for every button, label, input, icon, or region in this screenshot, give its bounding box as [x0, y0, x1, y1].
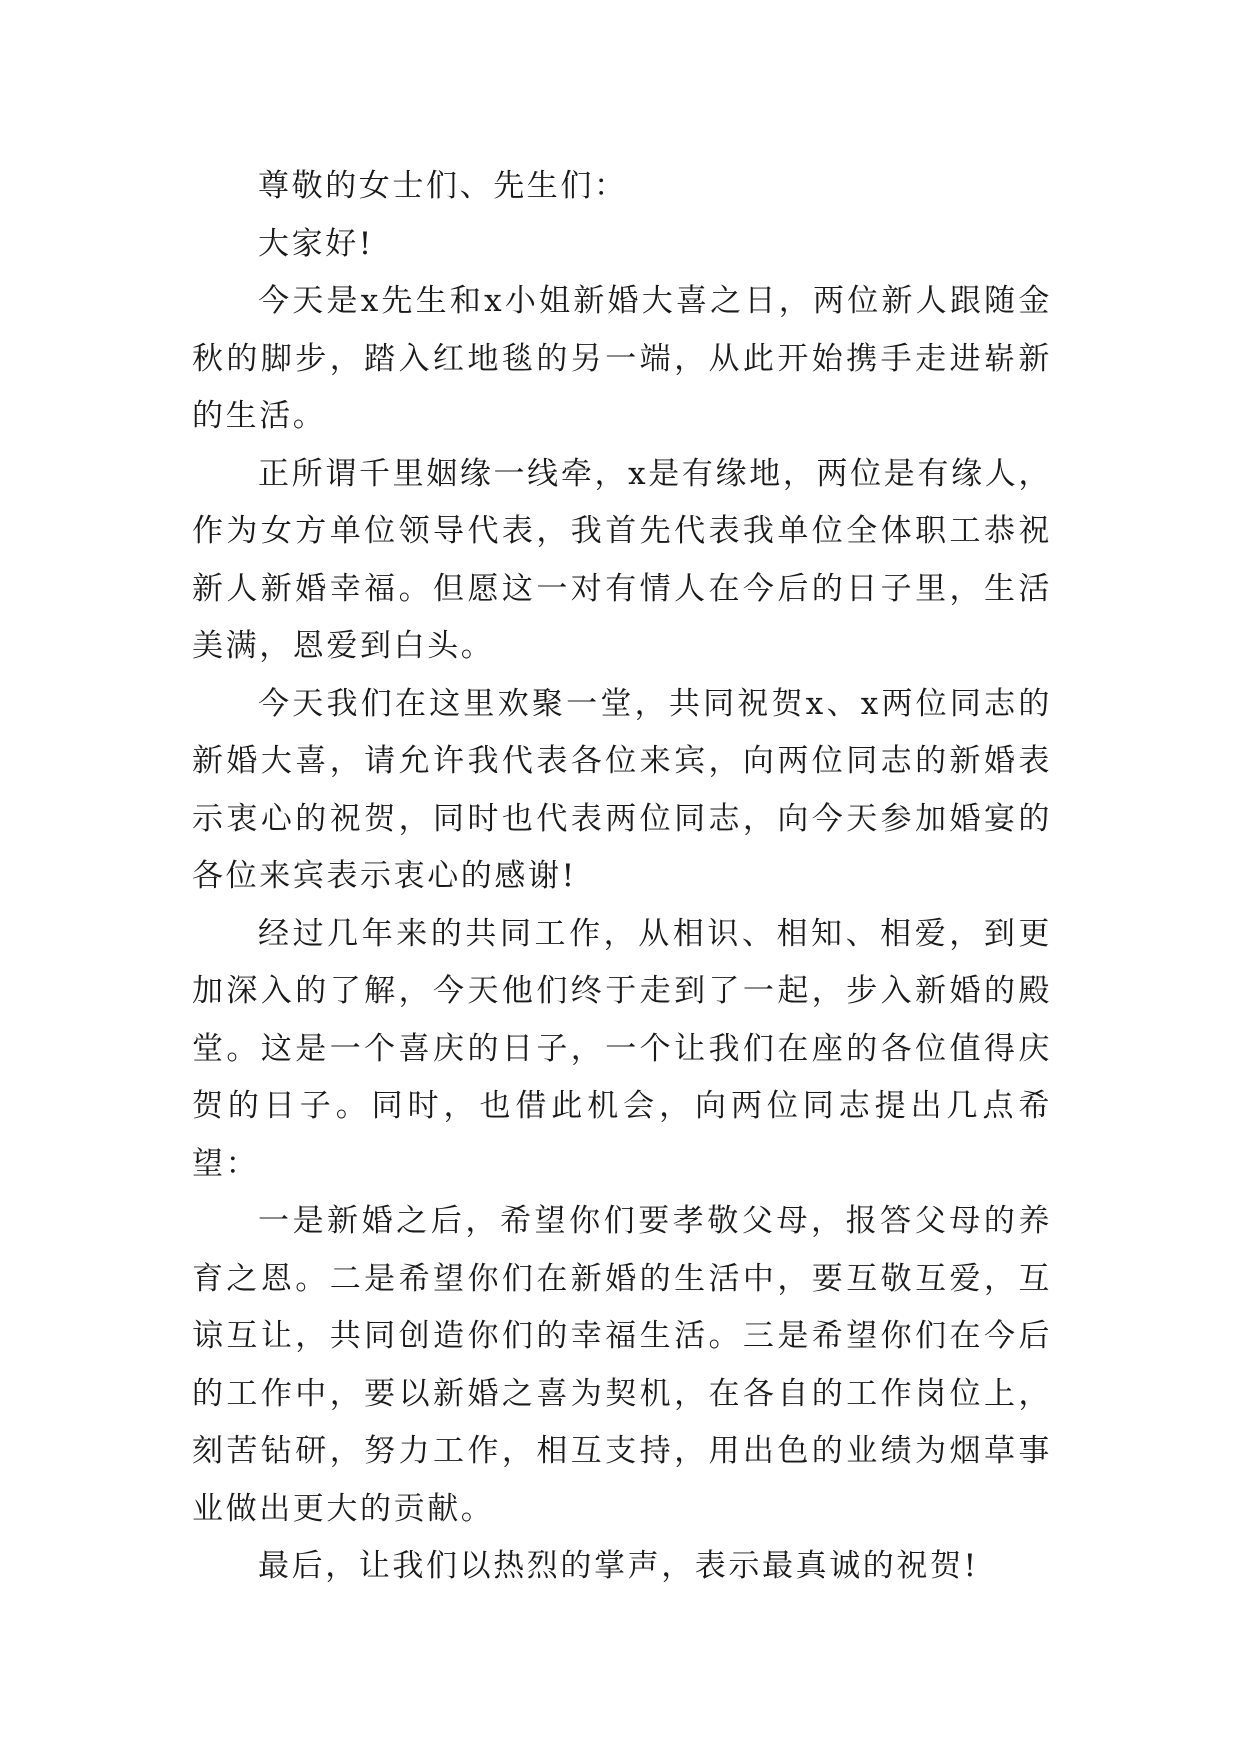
paragraph-wedding-day: 今天是x先生和x小姐新婚大喜之日，两位新人跟随金秋的脚步，踏入红地毯的另一端，从此开始携手走进崭新的生活。	[192, 283, 1052, 434]
paragraph-closing: 最后，让我们以热烈的掌声，表示最真诚的祝贺!	[258, 1548, 979, 1584]
paragraph-journey: 经过几年来的共同工作，从相识、相知、相爱，到更加深入的了解，今天他们终于走到了一起，步入新婚的殿堂。这是一个喜庆的日子，一个让我们在座的各位值得庆贺的日子。同时，也借此机会，向两位同志提出几点希望：	[192, 915, 1052, 1182]
salutation: 尊敬的女士们、先生们：	[258, 168, 628, 204]
paragraph-hopes: 一是新婚之后，希望你们要孝敬父母，报答父母的养育之恩。二是希望你们在新婚的生活中，要互敬互爱，互谅互让，共同创造你们的幸福生活。三是希望你们在今后的工作中，要以新婚之喜为契机，在各自的工作岗位上，刻苦钻研，努力工作，相互支持，用出色的业绩为烟草事业做出更大的贡献。	[192, 1203, 1052, 1527]
greeting: 大家好!	[258, 225, 374, 262]
paragraph-congratulations: 正所谓千里姻缘一线牵，x是有缘地，两位是有缘人，作为女方单位领导代表，我首先代表我单位全体职工恭祝新人新婚幸福。但愿这一对有情人在今后的日子里，生活美满，恩爱到白头。	[192, 455, 1052, 664]
speech-body	[192, 158, 1052, 1596]
paragraph-gathering: 今天我们在这里欢聚一堂，共同祝贺x、x两位同志的新婚大喜，请允许我代表各位来宾，向两位同志的新婚表示衷心的祝贺，同时也代表两位同志，向今天参加婚宴的各位来宾表示衷心的感谢!	[192, 685, 1052, 894]
